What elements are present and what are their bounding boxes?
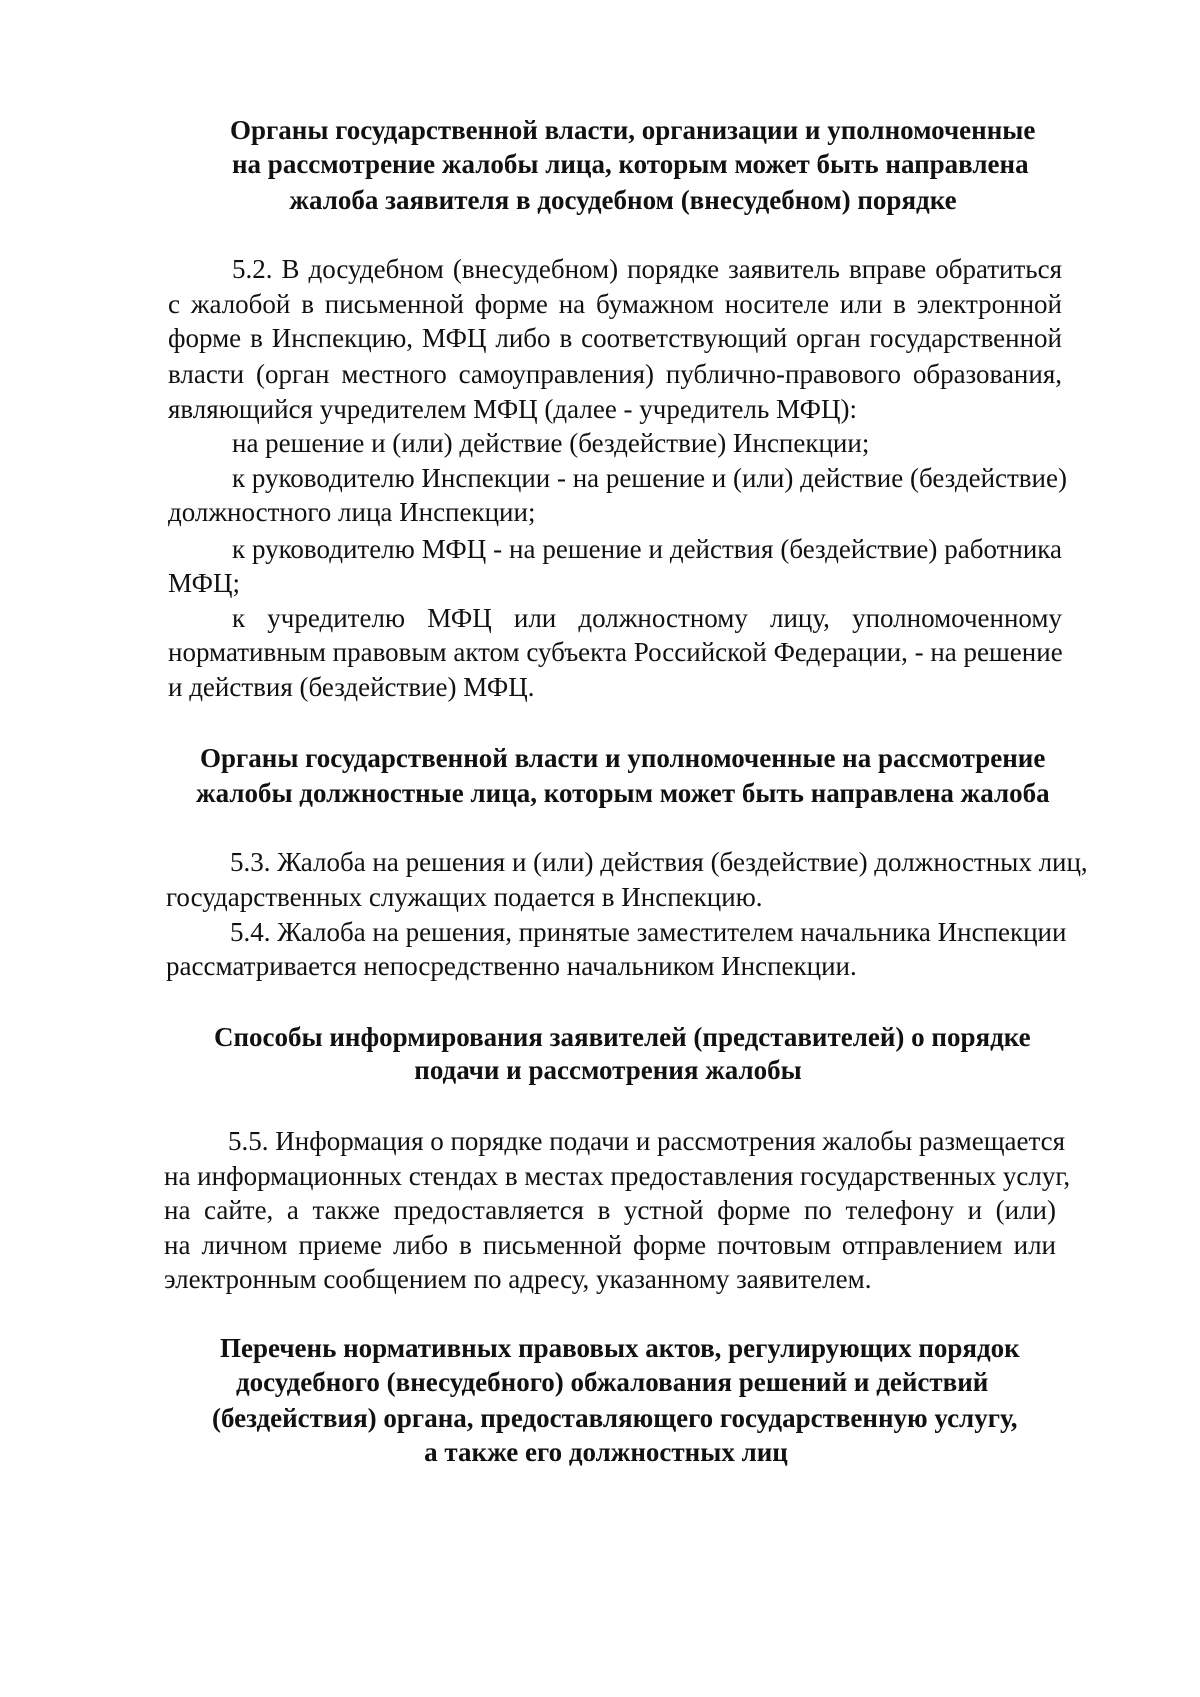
section-heading-line: жалоба заявителя в досудебном (внесудебном) порядке (289, 185, 957, 215)
paragraph-line: 5.5. Информация о порядке подачи и рассмотрения жалобы размещается (228, 1126, 1066, 1156)
paragraph-line: 5.4. Жалоба на решения, принятые заместителем начальника Инспекции (230, 917, 1067, 947)
paragraph-line: 5.2. В досудебном (внесудебном) порядке заявитель вправе обратиться (232, 254, 1062, 284)
section-heading-line: жалобы должностные лица, которым может быть направлена жалоба (196, 778, 1050, 808)
paragraph-line: с жалобой в письменной форме на бумажном носителе или в электронной (168, 289, 1062, 319)
paragraph-line: к учредителю МФЦ или должностному лицу, уполномоченному (232, 603, 1062, 633)
paragraph-line: и действия (бездействие) МФЦ. (168, 672, 535, 702)
paragraph-line: являющийся учредителем МФЦ (далее - учредитель МФЦ): (168, 394, 857, 424)
paragraph-line: нормативным правовым актом субъекта Российской Федерации, - на решение (168, 637, 1063, 667)
paragraph-line: рассматривается непосредственно начальником Инспекции. (166, 951, 857, 981)
section-heading-line: досудебного (внесудебного) обжалования решений и действий (236, 1367, 989, 1397)
paragraph-line: на сайте, а также предоставляется в устной форме по телефону и (или) (164, 1195, 1056, 1225)
paragraph-line: на решение и (или) действие (бездействие) Инспекции; (232, 428, 870, 458)
paragraph-line: должностного лица Инспекции; (168, 497, 536, 527)
paragraph-line: власти (орган местного самоуправления) публично-правового образования, (168, 359, 1062, 389)
paragraph-line: к руководителю Инспекции - на решение и (или) действие (бездействие) (232, 463, 1067, 493)
section-heading-line: (бездействия) органа, предоставляющего государственную услугу, (212, 1403, 1018, 1433)
section-heading-line: Перечень нормативных правовых актов, регулирующих порядок (220, 1333, 1020, 1363)
paragraph-line: к руководителю МФЦ - на решение и действия (бездействие) работника (232, 534, 1062, 564)
section-heading-line: на рассмотрение жалобы лица, которым может быть направлена (232, 149, 1029, 179)
paragraph-line: 5.3. Жалоба на решения и (или) действия (бездействие) должностных лиц, (230, 847, 1088, 877)
paragraph-line: МФЦ; (168, 568, 240, 598)
paragraph-line: на личном приеме либо в письменной форме почтовым отправлением или (164, 1230, 1056, 1260)
paragraph-line: форме в Инспекцию, МФЦ либо в соответствующий орган государственной (168, 323, 1062, 353)
section-heading-line: а также его должностных лиц (424, 1437, 788, 1467)
section-heading-line: Органы государственной власти, организации и уполномоченные (230, 115, 1036, 145)
paragraph-line: электронным сообщением по адресу, указанному заявителем. (164, 1264, 872, 1294)
paragraph-line: на информационных стендах в местах предоставления государственных услуг, (164, 1161, 1071, 1191)
section-heading-line: Органы государственной власти и уполномоченные на рассмотрение (200, 743, 1046, 773)
section-heading-line: Способы информирования заявителей (представителей) о порядке (214, 1022, 1031, 1052)
section-heading-line: подачи и рассмотрения жалобы (414, 1055, 802, 1085)
paragraph-line: государственных служащих подается в Инспекцию. (166, 882, 763, 912)
